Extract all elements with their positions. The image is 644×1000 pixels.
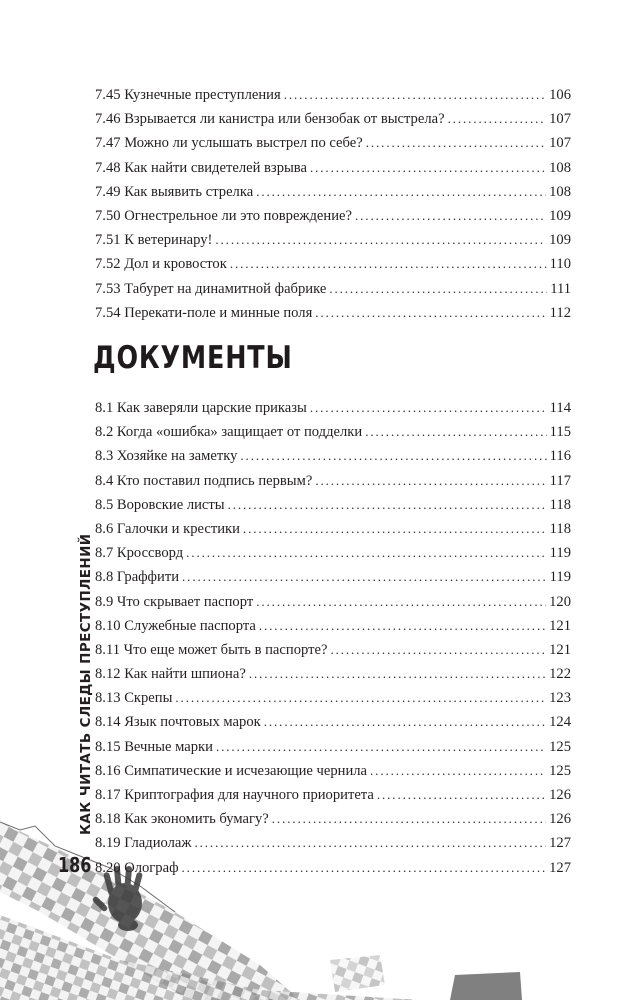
dot-leader <box>249 662 546 686</box>
toc-entry <box>95 420 571 444</box>
toc-entry <box>95 252 571 276</box>
dot-leader <box>259 614 546 638</box>
dot-leader <box>377 783 546 807</box>
toc-entry-title: 8.16 Симпатические и исчезающие чернила <box>95 762 368 779</box>
toc-entry-title: 8.11 Что еще может быть в паспорте? <box>95 641 328 658</box>
toc-entry <box>95 759 571 783</box>
toc-entry-title: 8.13 Скрепы <box>95 690 173 707</box>
dot-leader <box>240 444 546 468</box>
toc-entry-title: 8.18 Как экономить бумагу? <box>95 811 269 828</box>
dot-leader <box>272 807 546 831</box>
toc-entry <box>95 807 571 831</box>
toc-entry <box>95 156 571 180</box>
dot-leader <box>370 759 546 783</box>
toc-entry <box>95 710 571 734</box>
toc-entry <box>95 662 571 686</box>
toc-entry-page: 121 <box>549 641 571 658</box>
toc-entry <box>95 204 571 228</box>
toc-entry-page: 115 <box>549 424 571 441</box>
toc-entry-page: 126 <box>549 811 571 828</box>
toc-entry-page: 116 <box>549 448 571 465</box>
dot-leader <box>216 735 546 759</box>
toc-entry-title: 8.2 Когда «ошибка» защищает от подделки <box>95 424 363 441</box>
dot-leader <box>284 83 546 107</box>
toc-entry-page: 127 <box>549 835 571 852</box>
toc-entry-page: 110 <box>549 256 571 273</box>
toc-entry-page: 119 <box>549 569 571 586</box>
toc-entry-title: 8.1 Как заверяли царские приказы <box>95 400 307 416</box>
toc-entry-page: 127 <box>549 859 571 876</box>
toc-entry-title: 8.20 Олограф <box>95 859 179 876</box>
toc-chapter-8 <box>95 396 571 880</box>
dot-leader <box>355 204 546 228</box>
dot-leader <box>310 396 547 420</box>
toc-entry-page: 111 <box>550 280 571 297</box>
toc-entry-page: 122 <box>549 666 571 683</box>
toc-entry <box>95 565 571 589</box>
toc-entry-title: 8.7 Кроссворд <box>95 545 184 562</box>
toc-entry-page: 121 <box>549 617 571 634</box>
toc-entry-title: 7.50 Огнестрельное ли это повреждение? <box>95 207 352 224</box>
toc-entry-title: 7.52 Дол и кровосток <box>95 256 227 273</box>
toc-entry-page: 125 <box>549 738 571 755</box>
toc-entry <box>95 686 571 710</box>
toc-entry-page: 124 <box>549 714 571 731</box>
toc-entry <box>95 396 571 420</box>
toc-entry <box>95 83 571 107</box>
dot-leader <box>330 638 546 662</box>
dot-leader <box>315 469 546 493</box>
toc-entry-page: 119 <box>549 545 571 562</box>
toc-entry-title: 8.3 Хозяйке на заметку <box>95 448 238 465</box>
toc-entry-title: 7.45 Кузнечные преступления <box>95 87 281 103</box>
dot-leader <box>366 131 546 155</box>
toc-entry-page: 109 <box>549 207 571 224</box>
dot-leader <box>175 686 546 710</box>
toc-entry-title: 7.47 Можно ли услышать выстрел по себе? <box>95 135 363 152</box>
dot-leader <box>256 590 546 614</box>
dot-leader <box>215 228 546 252</box>
toc-entry-title: 8.14 Язык почтовых марок <box>95 714 261 731</box>
toc-entry <box>95 590 571 614</box>
dot-leader <box>256 180 546 204</box>
toc-entry <box>95 301 571 325</box>
toc-entry-page: 126 <box>549 787 571 803</box>
toc-entry <box>95 856 571 880</box>
toc-entry <box>95 831 571 855</box>
dot-leader <box>182 565 547 589</box>
toc-entry-title: 7.46 Взрывается ли канистра или бензобак от выстрела? <box>95 111 445 128</box>
toc-entry-page: 108 <box>549 159 571 176</box>
toc-entry-page: 109 <box>549 232 571 249</box>
toc-entry <box>95 614 571 638</box>
toc-entry-title: 8.4 Кто поставил подпись первым? <box>95 472 313 489</box>
toc-entry-title: 8.19 Гладиолаж <box>95 835 192 852</box>
dot-leader <box>264 710 546 734</box>
toc-entry <box>95 180 571 204</box>
toc-entry <box>95 493 571 517</box>
toc-entry-page: 107 <box>549 111 571 128</box>
toc-entry <box>95 735 571 759</box>
toc-entry-page: 125 <box>549 762 571 779</box>
toc-entry-title: 7.48 Как найти свидетелей взрыва <box>95 159 307 176</box>
toc-entry-page: 117 <box>549 472 571 489</box>
toc-entry-page: 114 <box>549 400 571 416</box>
toc-entry-page: 118 <box>549 496 571 513</box>
toc-entry-page: 118 <box>549 520 571 537</box>
toc-entry <box>95 517 571 541</box>
toc-entry-title: 8.15 Вечные марки <box>95 738 213 755</box>
toc-entry-page: 120 <box>549 593 571 610</box>
running-title: КАК ЧИТАТЬ СЛЕДЫ ПРЕСТУПЛЕНИЙ <box>78 533 94 835</box>
page-number: 186 <box>58 853 92 877</box>
dot-leader <box>186 541 546 565</box>
toc-entry-page: 123 <box>549 690 571 707</box>
toc-entry-title: 8.6 Галочки и крестики <box>95 520 240 537</box>
dot-leader <box>448 107 547 131</box>
dot-leader <box>243 517 547 541</box>
toc-entry <box>95 131 571 155</box>
toc-entry-page: 107 <box>549 135 571 152</box>
toc-entry-title: 7.49 Как выявить стрелка <box>95 183 254 200</box>
dot-leader <box>310 156 546 180</box>
toc-entry <box>95 783 571 807</box>
toc-entry <box>95 228 571 252</box>
dot-leader <box>182 856 547 880</box>
toc-entry-title: 8.9 Что скрывает паспорт <box>95 593 254 610</box>
toc-entry <box>95 469 571 493</box>
toc-chapter-7 <box>95 83 571 325</box>
dot-leader <box>329 277 547 301</box>
toc-entry-page: 112 <box>549 304 571 321</box>
dot-leader <box>194 831 546 855</box>
toc-entry-page: 108 <box>549 183 571 200</box>
toc-entry-title: 8.12 Как найти шпиона? <box>95 666 246 683</box>
toc-entry <box>95 277 571 301</box>
toc-entry-title: 8.8 Граффити <box>95 569 180 586</box>
toc-entry-title: 7.53 Табурет на динамитной фабрике <box>95 280 327 297</box>
toc-entry <box>95 444 571 468</box>
dot-leader <box>230 252 547 276</box>
toc-entry-title: 8.10 Служебные паспорта <box>95 617 256 634</box>
dot-leader <box>365 420 546 444</box>
toc-entry-title: 7.54 Перекати-поле и минные поля <box>95 304 313 321</box>
toc-entry-title: 8.5 Воровские листы <box>95 496 225 513</box>
toc-entry <box>95 541 571 565</box>
dot-leader <box>315 301 546 325</box>
toc-entry <box>95 107 571 131</box>
toc-entry <box>95 638 571 662</box>
toc-entry-page: 106 <box>549 87 571 103</box>
dot-leader <box>228 493 547 517</box>
section-heading: ДОКУМЕНТЫ <box>93 340 293 376</box>
toc-entry-title: 8.17 Криптография для научного приоритета <box>95 787 374 803</box>
toc-entry-title: 7.51 К ветеринару! <box>95 232 213 249</box>
